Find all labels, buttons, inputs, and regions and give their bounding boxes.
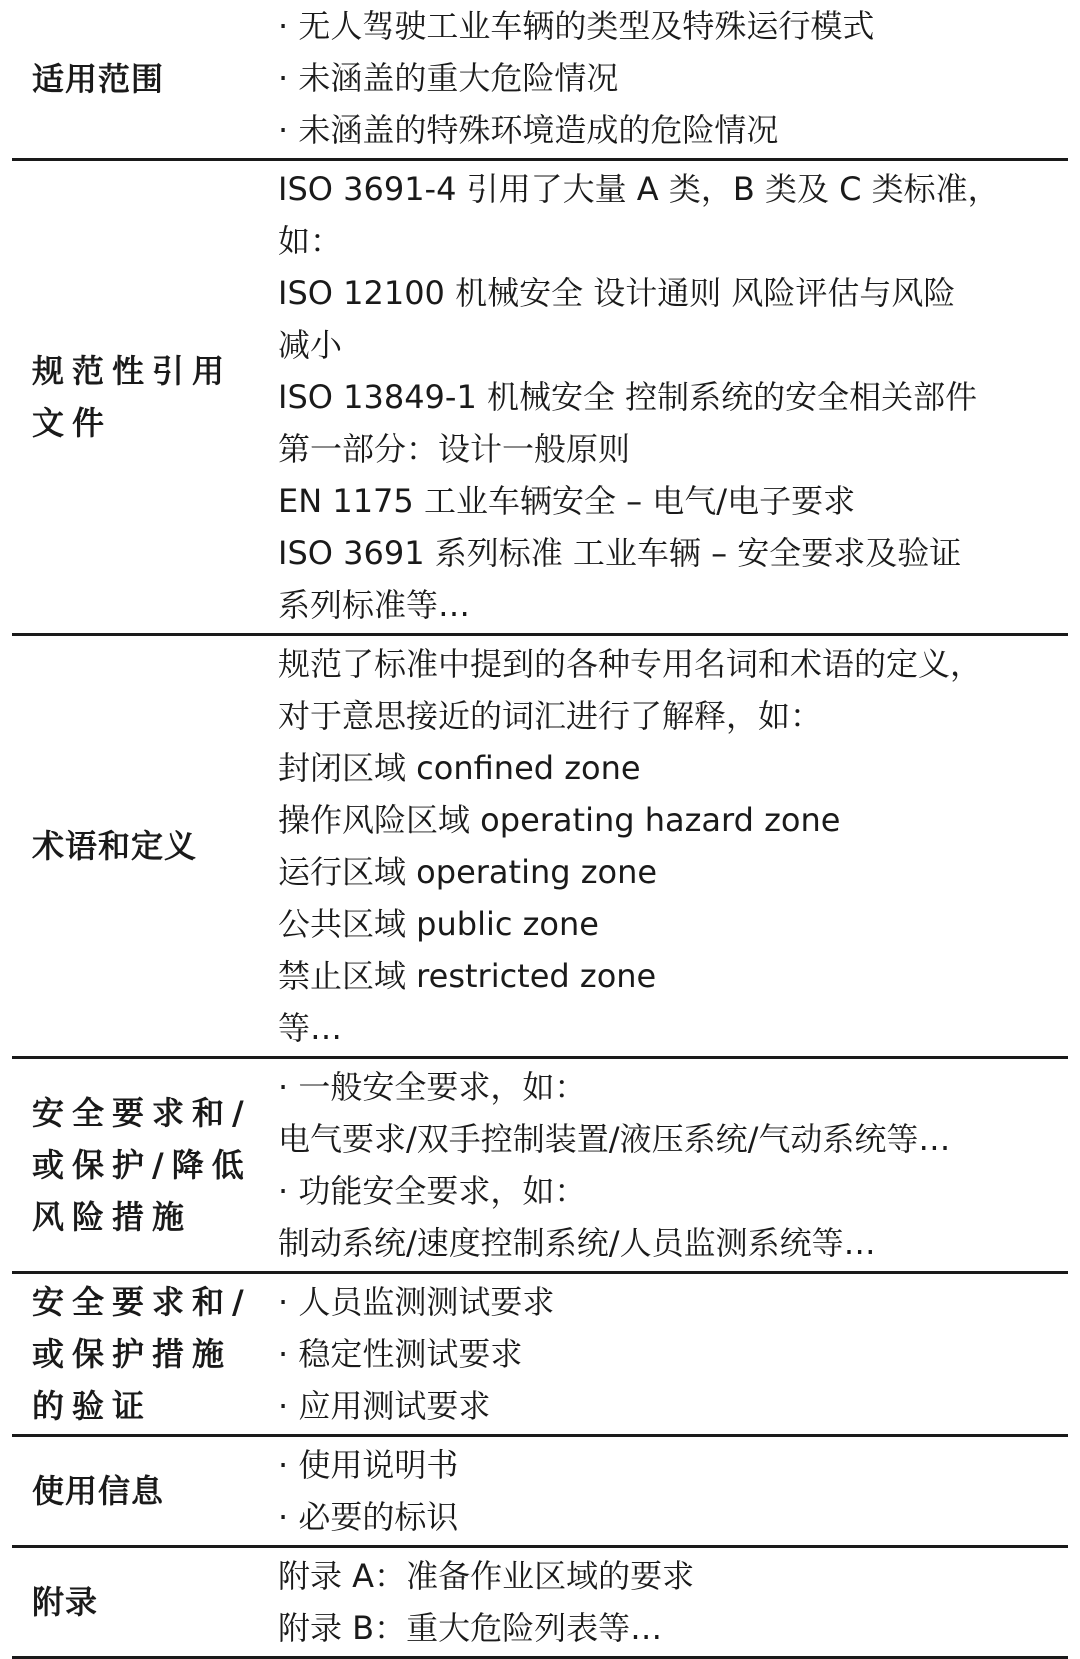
content-line: 操作风险区域 operating hazard zone [278,801,841,839]
content-line: 第一部分：设计一般原则 [278,430,631,468]
table-row-verification [12,1273,1068,1436]
content-line: ISO 13849-1 机械安全 控制系统的安全相关部件 [278,378,978,416]
content-line: · 未涵盖的特殊环境造成的危险情况 [278,111,779,149]
row-label: 适用范围 [12,0,270,160]
content-line: 制动系统/速度控制系统/人员监测系统等… [278,1224,876,1262]
row-content [270,1436,1068,1547]
standard-structure-table [12,0,1068,1659]
content-line: 附录 B：重大危险列表等… [278,1609,663,1647]
table-row-safety-requirements [12,1058,1068,1273]
content-line: 如： [278,222,343,260]
content-line: ISO 3691 系列标准 工业车辆 – 安全要求及验证 [278,534,962,572]
content-line: 禁止区域 restricted zone [278,957,657,995]
content-line: · 一般安全要求，如： [278,1068,587,1106]
content-line: 运行区域 operating zone [278,853,658,891]
content-line: 等… [278,1009,343,1047]
row-content [270,635,1068,1058]
table-row-scope [12,0,1068,160]
content-line: · 应用测试要求 [278,1387,491,1425]
table-row-normative-references [12,160,1068,635]
row-label: 安全要求和/或保护/降低风险措施 [12,1058,270,1273]
table-row-annexes [12,1547,1068,1658]
content-line: 减小 [278,326,343,364]
row-label: 术语和定义 [12,635,270,1058]
table-row-terms-definitions [12,635,1068,1058]
content-line: · 必要的标识 [278,1498,459,1536]
content-line: 公共区域 public zone [278,905,599,943]
content-line: · 使用说明书 [278,1446,459,1484]
content-line: · 功能安全要求，如： [278,1172,587,1210]
content-line: 系列标准等… [278,586,471,624]
content-line: · 无人驾驶工业车辆的类型及特殊运行模式 [278,7,875,45]
row-content [270,1058,1068,1273]
content-line: · 人员监测测试要求 [278,1283,555,1321]
content-line: 电气要求/双手控制装置/液压系统/气动系统等… [278,1120,951,1158]
content-line: EN 1175 工业车辆安全 – 电气/电子要求 [278,482,856,520]
row-content [270,0,1068,160]
content-line: 对于意思接近的词汇进行了解释，如： [278,697,823,735]
content-line: ISO 3691-4 引用了大量 A 类，B 类及 C 类标准， [278,170,1000,208]
content-line: · 未涵盖的重大危险情况 [278,59,619,97]
row-label: 安全要求和/或保护措施的验证 [12,1273,270,1436]
table-row-information-for-use [12,1436,1068,1547]
content-line: ISO 12100 机械安全 设计通则 风险评估与风险 [278,274,956,312]
row-content [270,160,1068,635]
content-line: 附录 A：准备作业区域的要求 [278,1557,695,1595]
row-label: 规范性引用文件 [12,160,270,635]
content-line: 封闭区域 confined zone [278,749,641,787]
row-label: 附录 [12,1547,270,1658]
row-content [270,1547,1068,1658]
content-line: 规范了标准中提到的各种专用名词和术语的定义， [278,645,983,683]
content-line: · 稳定性测试要求 [278,1335,523,1373]
row-label: 使用信息 [12,1436,270,1547]
row-content [270,1273,1068,1436]
